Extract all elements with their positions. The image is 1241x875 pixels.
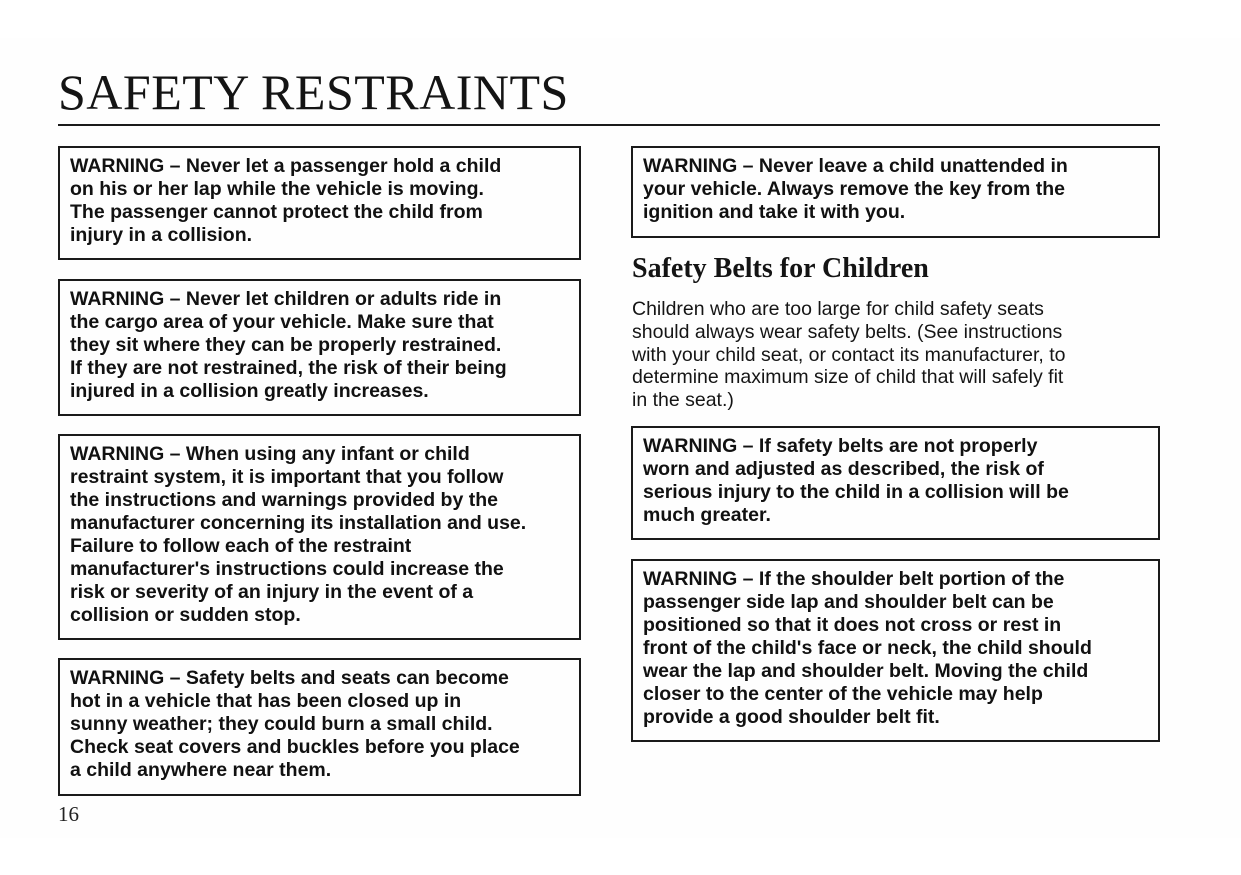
warning-box-restraint-instructions: WARNING – When using any infant or child restraint system, it is important that you follow the instructions and warnings provided by the manufacturer concerning its installation and use. Failure to follow each of the restraint manufacturer's instructions could increase the risk or severity of an injury in the event of a collision or sudden stop. — [58, 434, 581, 640]
section-heading: Safety Belts for Children — [632, 253, 929, 284]
warning-box-cargo-area: WARNING – Never let children or adults ride in the cargo area of your vehicle. Make sure that they sit where they can be properly restrained. If they are not restrained, the risk of their being injured in a collision greatly increases. — [58, 279, 581, 416]
page-title: SAFETY RESTRAINTS — [58, 64, 569, 120]
warning-box-belts-adjusted: WARNING – If safety belts are not properly worn and adjusted as described, the risk of serious injury to the child in a collision will be much greater. — [631, 426, 1160, 540]
warning-box-unattended-child: WARNING – Never leave a child unattended in your vehicle. Always remove the key from the ignition and take it with you. — [631, 146, 1160, 238]
page-number: 16 — [58, 802, 79, 826]
section-body: Children who are too large for child safety seats should always wear safety belts. (See instructions with your child seat, or contact its manufacturer, to determine maximum size of child that will safely fit in the seat.) — [632, 298, 1066, 412]
warning-box-shoulder-belt: WARNING – If the shoulder belt portion of the passenger side lap and shoulder belt can be positioned so that it does not cross or rest in front of the child's face or neck, the child should wear the lap and shoulder belt. Moving the child closer to the center of the vehicle may help provide a good shoulder belt fit. — [631, 559, 1160, 742]
warning-box-child-on-lap: WARNING – Never let a passenger hold a child on his or her lap while the vehicle is moving. The passenger cannot protect the child from injury in a collision. — [58, 146, 581, 260]
warning-box-hot-seats: WARNING – Safety belts and seats can become hot in a vehicle that has been closed up in sunny weather; they could burn a small child. Check seat covers and buckles before you place a child anywhere near them. — [58, 658, 581, 796]
title-divider — [58, 124, 1160, 126]
